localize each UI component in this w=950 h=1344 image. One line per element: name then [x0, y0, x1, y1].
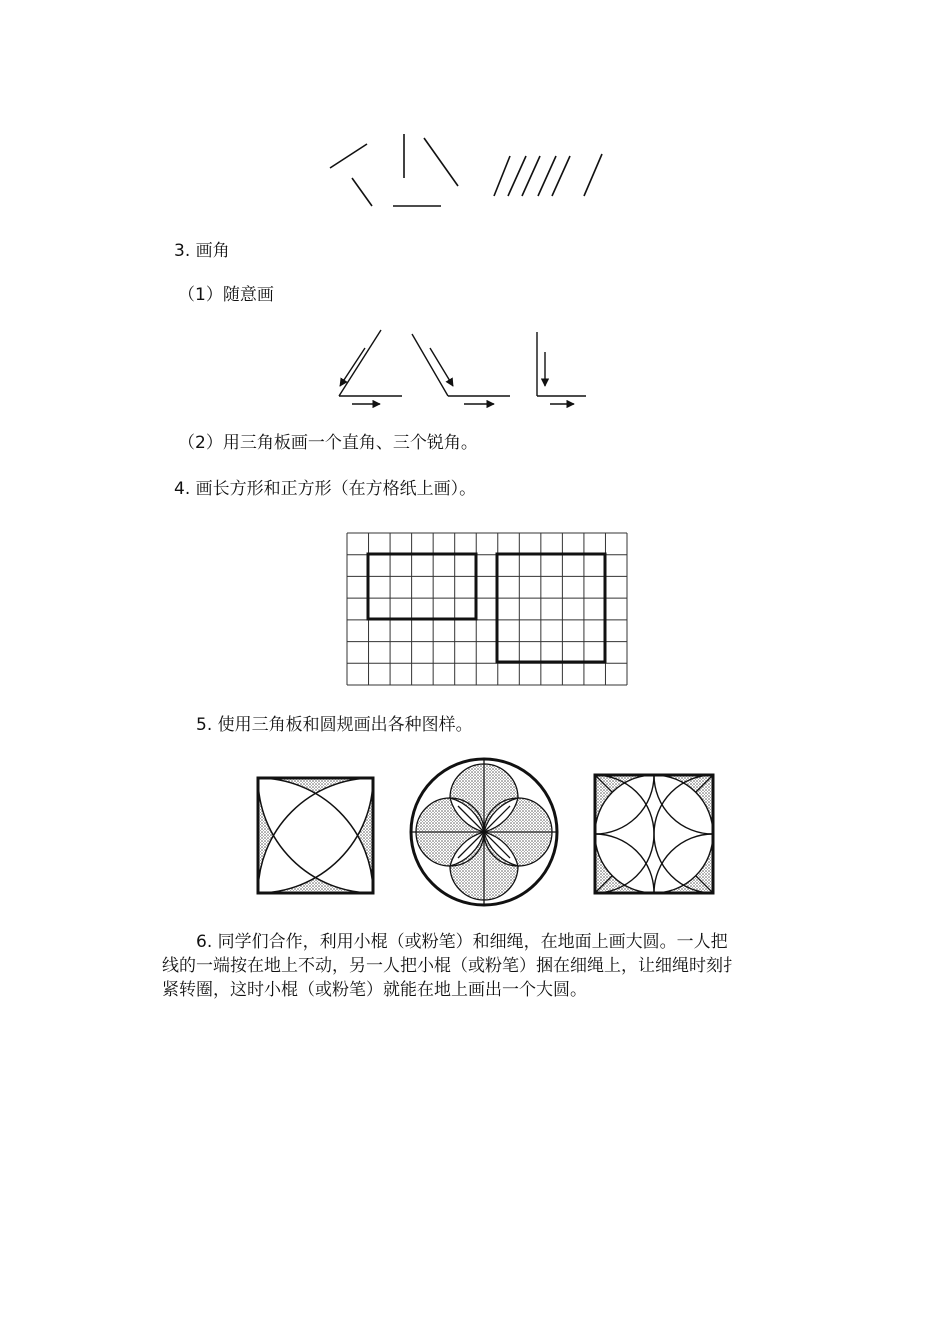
pattern-circle-flower	[411, 759, 557, 905]
section-3-sub2: （2）用三角板画一个直角、三个锐角。	[178, 433, 478, 453]
section-4-title: 4. 画长方形和正方形（在方格纸上画）。	[174, 479, 477, 499]
pattern-square-lens	[258, 778, 373, 893]
section-6-line3: 紧转圈，这时小棍（或粉笔）就能在地上画出一个大圆。	[162, 980, 587, 1000]
section-3-title: 3. 画角	[174, 241, 230, 261]
section-6-paragraph	[162, 930, 808, 1002]
pattern-square-circle-star	[595, 775, 713, 893]
section-6-line1: 6. 同学们合作，利用小棍（或粉笔）和细绳，在地面上画大圆。一人把	[196, 932, 728, 952]
section-3-sub1: （1）随意画	[178, 285, 274, 305]
section-6-line2: 线的一端按在地上不动，另一人把小棍（或粉笔）捆在细绳上，让细绳时刻扌	[162, 956, 740, 976]
section-5-title: 5. 使用三角板和圆规画出各种图样。	[196, 715, 473, 735]
